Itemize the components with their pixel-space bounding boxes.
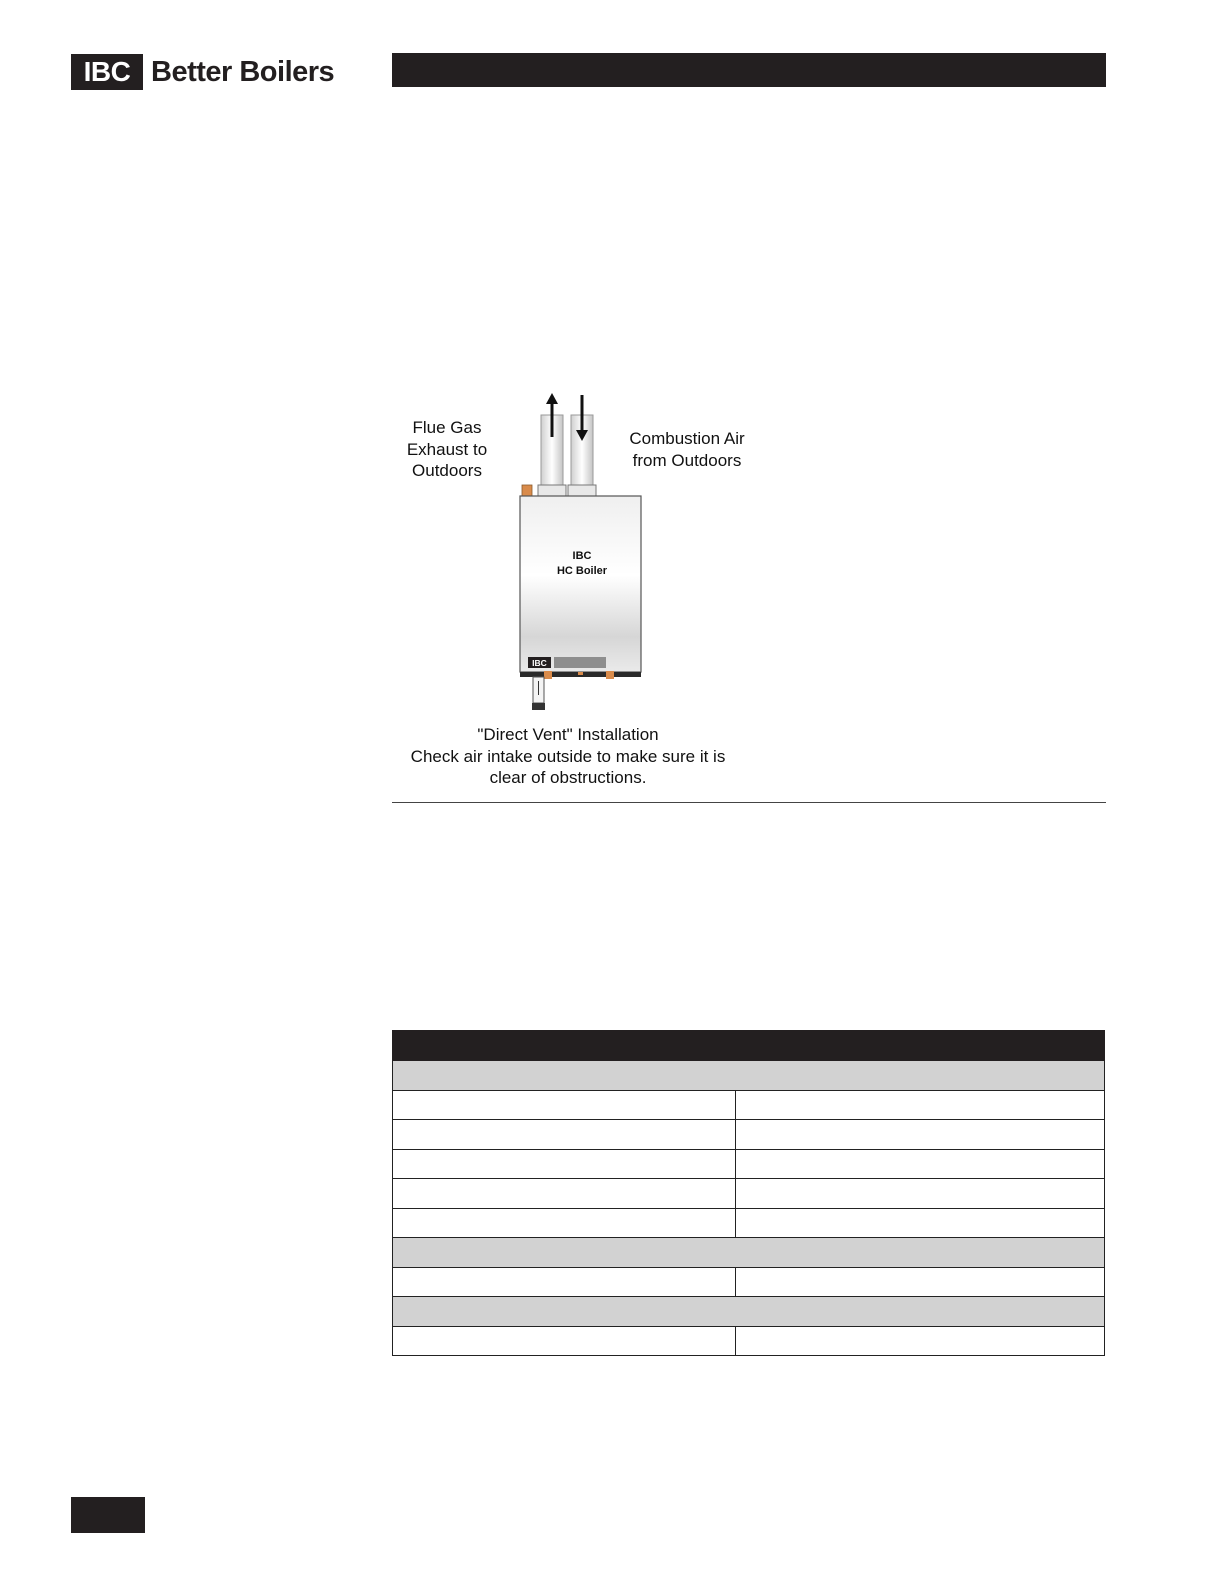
- table-row: [393, 1090, 1105, 1120]
- table-section-row: [393, 1238, 1105, 1268]
- table-row: [393, 1267, 1105, 1297]
- spec-table: [392, 1030, 1105, 1356]
- table-row: [393, 1179, 1105, 1209]
- boiler-label-line2: HC Boiler: [556, 565, 608, 577]
- table-row: [393, 1326, 1105, 1356]
- header-bar: [392, 53, 1106, 87]
- table-row: [393, 1149, 1105, 1179]
- relief-fitting: [522, 485, 532, 497]
- table-row: [393, 1208, 1105, 1238]
- table-row: [393, 1120, 1105, 1150]
- section-divider: [392, 802, 1106, 803]
- boiler-label-line1: IBC: [572, 550, 592, 562]
- display-panel: [554, 657, 606, 668]
- table-header-row: [393, 1031, 1105, 1061]
- condensate-trap: [532, 677, 545, 710]
- logo-text: Better Boilers: [151, 55, 335, 88]
- logo-mark: IBC: [71, 54, 143, 90]
- flue-gas-label: Flue Gas Exhaust to Outdoors: [406, 418, 488, 480]
- boiler-badge: IBC: [532, 658, 547, 668]
- page-number-tab: [71, 1497, 145, 1533]
- boiler-cabinet: [520, 496, 641, 672]
- brand-logo: [71, 54, 334, 90]
- table-section-row: [393, 1297, 1105, 1327]
- combustion-air-label: Combustion Air from Outdoors: [629, 429, 745, 470]
- table-section-row: [393, 1061, 1105, 1091]
- diagram-caption: "Direct Vent" Installation Check air intake outside to make sure it is clear of obstructions.: [410, 725, 726, 787]
- direct-vent-diagram: [392, 385, 772, 795]
